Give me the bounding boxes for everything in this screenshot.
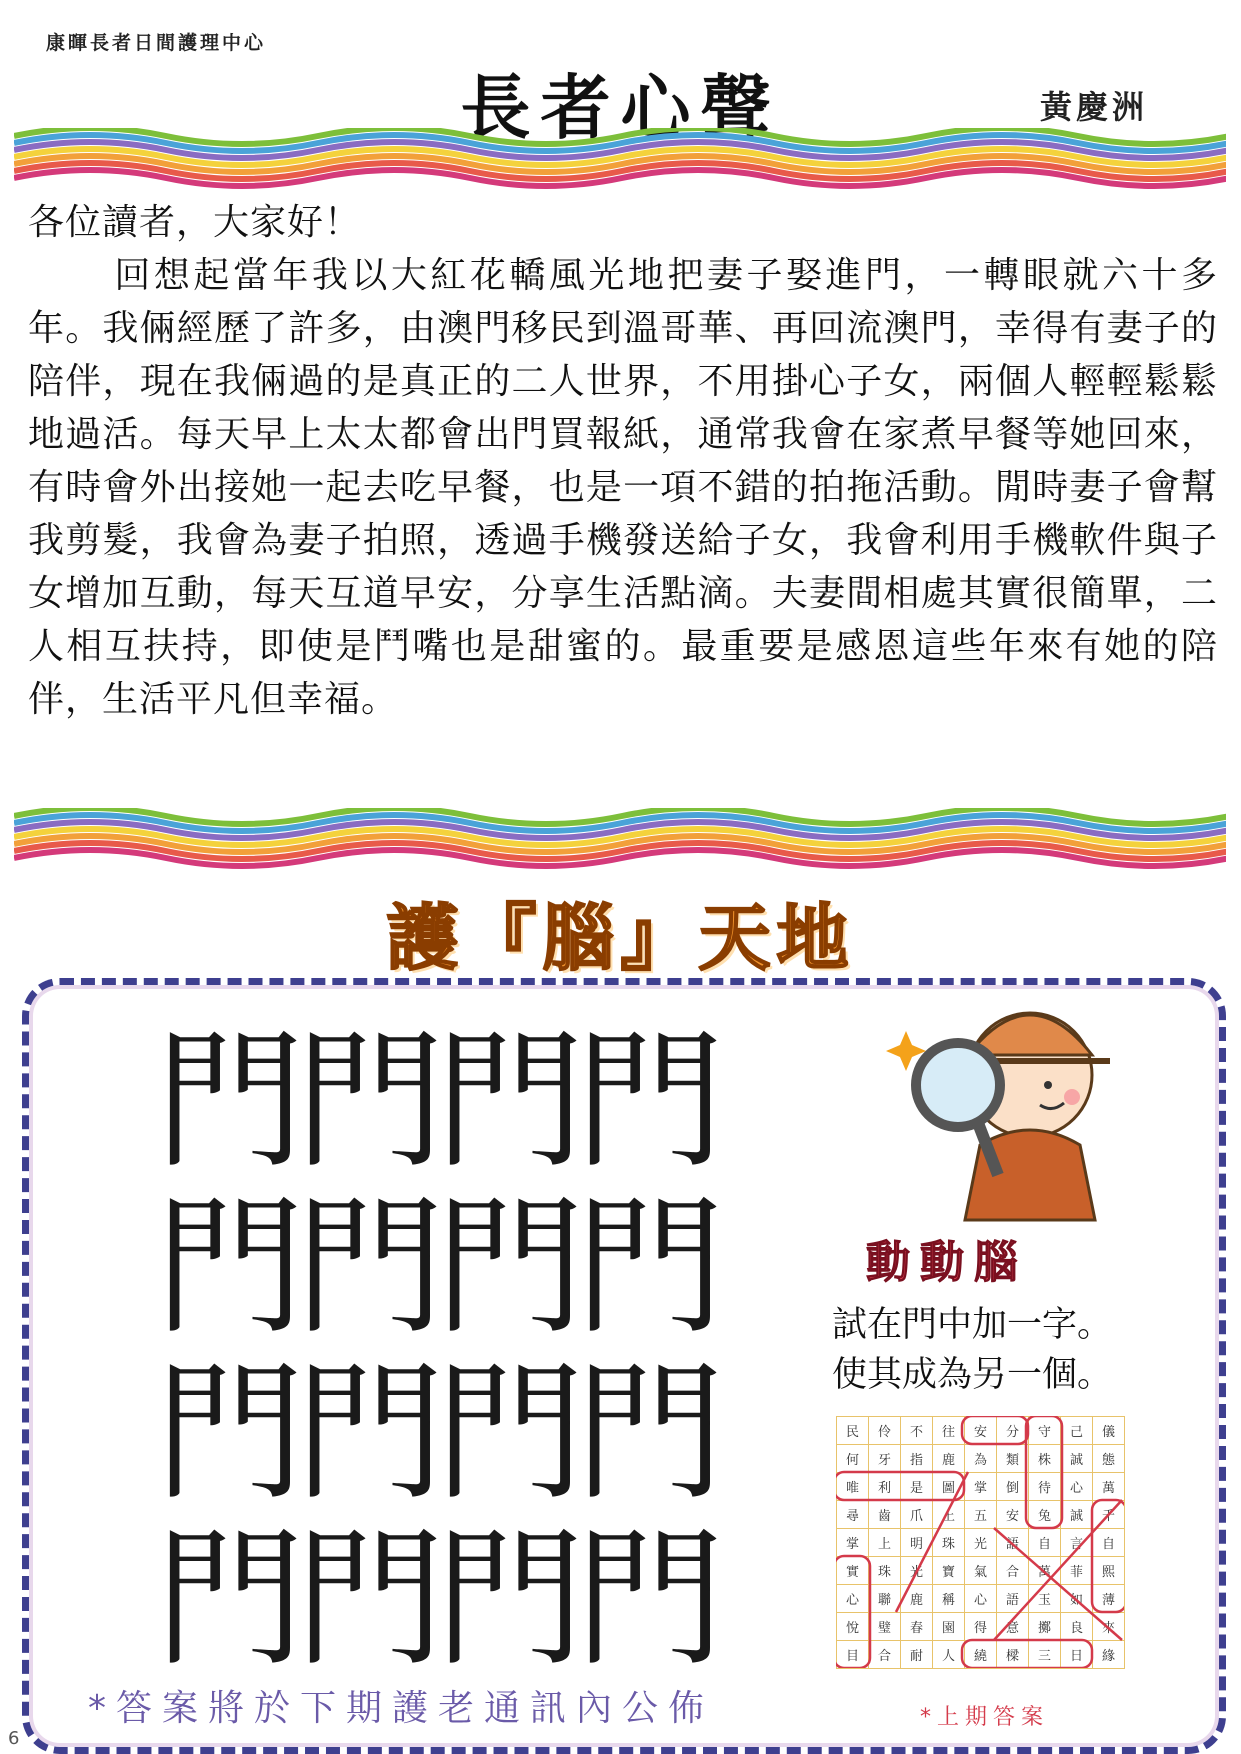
men-character: 門 (435, 1181, 586, 1355)
section-title: 護『腦』天地 (386, 896, 855, 980)
men-row (155, 1347, 726, 1521)
word-grid-cell: 掌 (837, 1529, 869, 1557)
word-grid-cell: 珠 (933, 1529, 965, 1557)
word-grid-cell: 往 (933, 1417, 965, 1445)
word-grid-cell: 擲 (1029, 1613, 1061, 1641)
word-grid-cell: 齒 (869, 1501, 901, 1529)
word-grid-cell: 園 (933, 1613, 965, 1641)
word-grid-cell: 千 (1093, 1501, 1125, 1529)
word-grid-cell: 緣 (1093, 1641, 1125, 1669)
men-character-grid (155, 1015, 726, 1687)
word-grid-cell: 氣 (965, 1557, 997, 1585)
word-grid-cell: 語 (997, 1585, 1029, 1613)
word-grid-cell: 目 (837, 1641, 869, 1669)
word-grid-cell: 自 (1029, 1529, 1061, 1557)
word-grid-cell: 良 (1061, 1613, 1093, 1641)
men-character: 門 (435, 1347, 586, 1521)
word-grid-cell: 自 (1093, 1529, 1125, 1557)
men-character: 門 (155, 1181, 306, 1355)
word-grid-cell: 五 (965, 1501, 997, 1529)
men-character: 門 (155, 1015, 306, 1189)
word-grid-cell: 萬 (1029, 1557, 1061, 1585)
answer-highlight-overlay (836, 1416, 1124, 1668)
word-grid-cell: 珠 (869, 1557, 901, 1585)
word-grid-cell: 實 (837, 1557, 869, 1585)
men-character: 門 (435, 1015, 586, 1189)
word-grid-cell: 心 (965, 1585, 997, 1613)
word-grid-cell: 日 (1061, 1641, 1093, 1669)
rainbow-wave-divider-bottom (14, 808, 1226, 878)
word-grid-cell: 耐 (901, 1641, 933, 1669)
word-grid-cell: 待 (1029, 1473, 1061, 1501)
word-grid-cell: 樑 (997, 1641, 1029, 1669)
word-grid-cell: 稱 (933, 1585, 965, 1613)
word-grid-cell: 萬 (1093, 1473, 1125, 1501)
men-character: 門 (155, 1347, 306, 1521)
word-grid-cell: 菲 (1061, 1557, 1093, 1585)
word-grid-cell: 指 (901, 1445, 933, 1473)
word-grid-cell: 合 (869, 1641, 901, 1669)
men-character: 門 (295, 1181, 446, 1355)
answer-note: *答案將於下期護老通訊內公佈 (88, 1688, 715, 1729)
word-grid-cell: 如 (1061, 1585, 1093, 1613)
word-grid-cell: 明 (901, 1529, 933, 1557)
organization-name: 康暉長者日間護理中心 (46, 32, 267, 54)
word-grid-cell: 倒 (997, 1473, 1029, 1501)
word-grid-cell: 心 (837, 1585, 869, 1613)
word-grid-cell: 己 (1061, 1417, 1093, 1445)
word-grid-cell: 何 (837, 1445, 869, 1473)
word-grid-cell: 守 (1029, 1417, 1061, 1445)
word-grid-cell: 安 (965, 1417, 997, 1445)
men-character: 門 (295, 1347, 446, 1521)
word-grid-cell: 三 (1029, 1641, 1061, 1669)
word-grid-cell: 意 (997, 1613, 1029, 1641)
word-grid-cell: 鹿 (901, 1585, 933, 1613)
instruction-line: 使其成為另一個。 (832, 1355, 1113, 1395)
word-grid-cell: 聯 (869, 1585, 901, 1613)
page-number: 6 (8, 1728, 20, 1749)
word-grid-cell: 類 (997, 1445, 1029, 1473)
word-grid-cell: 春 (901, 1613, 933, 1641)
men-character: 門 (575, 1347, 726, 1521)
word-grid-cell: 上 (933, 1501, 965, 1529)
word-grid-cell: 誠 (1061, 1501, 1093, 1529)
article-greeting: 各位讀者，大家好！ (28, 202, 362, 243)
word-grid-cell: 安 (997, 1501, 1029, 1529)
word-grid-cell: 得 (965, 1613, 997, 1641)
word-grid-cell: 合 (997, 1557, 1029, 1585)
men-row (155, 1181, 726, 1355)
word-grid-cell: 來 (1093, 1613, 1125, 1641)
word-grid-cell: 為 (965, 1445, 997, 1473)
word-grid-cell: 光 (965, 1529, 997, 1557)
author-name: 黃慶洲 (1040, 88, 1149, 126)
word-grid-cell: 誠 (1061, 1445, 1093, 1473)
word-grid-cell: 牙 (869, 1445, 901, 1473)
instruction-line: 試在門中加一字。 (832, 1305, 1113, 1345)
word-grid-cell: 光 (901, 1557, 933, 1585)
brain-teaser-title: 動動腦 (866, 1237, 1028, 1288)
men-character: 門 (575, 1015, 726, 1189)
word-grid-cell: 掌 (965, 1473, 997, 1501)
page-title: 長者心聲 (460, 66, 781, 149)
word-grid-cell: 態 (1093, 1445, 1125, 1473)
word-grid-cell: 玉 (1029, 1585, 1061, 1613)
word-grid-cell: 悅 (837, 1613, 869, 1641)
word-grid-cell: 民 (837, 1417, 869, 1445)
word-grid-cell: 是 (901, 1473, 933, 1501)
word-grid-cell: 鹿 (933, 1445, 965, 1473)
word-grid-cell: 人 (933, 1641, 965, 1669)
article-body: 回想起當年我以大紅花轎風光地把妻子娶進門，一轉眼就六十多年。我倆經歷了許多，由澳門移民到溫哥華、再回流澳門，幸得有妻子的陪伴，現在我倆過的是真正的二人世界，不用掛心子女，兩個人輕輕鬆鬆地過活。每天早上太太都會出門買報紙，通常我會在家煮早餐等她回來，有時會外出接她一起去吃早餐，也是一項不錯的拍拖活動。閒時妻子會幫我剪髮，我會為妻子拍照，透過手機發送給子女，我會利用手機軟件與子女增加互動，每天互道早安，分享生活點滴。夫妻間相處其實很簡單，二人相互扶持，即使是鬥嘴也是甜蜜的。最重要是感恩這些年來有她的陪伴，生活平凡但幸福。 (28, 255, 1218, 720)
rainbow-wave-divider-top (14, 128, 1226, 198)
detective-icon (880, 985, 1120, 1225)
word-grid-cell: 薄 (1093, 1585, 1125, 1613)
word-grid-cell: 上 (869, 1529, 901, 1557)
men-character: 門 (295, 1513, 446, 1687)
word-grid-cell: 伶 (869, 1417, 901, 1445)
word-grid-cell: 唯 (837, 1473, 869, 1501)
word-grid-cell: 兔 (1029, 1501, 1061, 1529)
word-grid-cell: 璧 (869, 1613, 901, 1641)
puzzle-instructions (832, 1300, 1112, 1400)
word-grid-cell: 繞 (965, 1641, 997, 1669)
men-character: 門 (155, 1513, 306, 1687)
word-grid-cell: 言 (1061, 1529, 1093, 1557)
word-grid-cell: 儀 (1093, 1417, 1125, 1445)
word-grid-cell: 圖 (933, 1473, 965, 1501)
word-grid-cell: 分 (997, 1417, 1029, 1445)
word-grid-cell: 爪 (901, 1501, 933, 1529)
word-grid-cell: 利 (869, 1473, 901, 1501)
word-grid-cell: 心 (1061, 1473, 1093, 1501)
word-grid-cell: 語 (997, 1529, 1029, 1557)
word-grid-cell: 不 (901, 1417, 933, 1445)
men-character: 門 (435, 1513, 586, 1687)
word-grid-cell: 寶 (933, 1557, 965, 1585)
men-character: 門 (295, 1015, 446, 1189)
men-character: 門 (575, 1181, 726, 1355)
men-row (155, 1513, 726, 1687)
men-row (155, 1015, 726, 1189)
men-character: 門 (575, 1513, 726, 1687)
previous-answer-label: *上期答案 (920, 1705, 1050, 1730)
word-grid-cell: 尋 (837, 1501, 869, 1529)
article (28, 196, 1218, 726)
word-grid-cell: 熙 (1093, 1557, 1125, 1585)
word-grid-cell: 株 (1029, 1445, 1061, 1473)
